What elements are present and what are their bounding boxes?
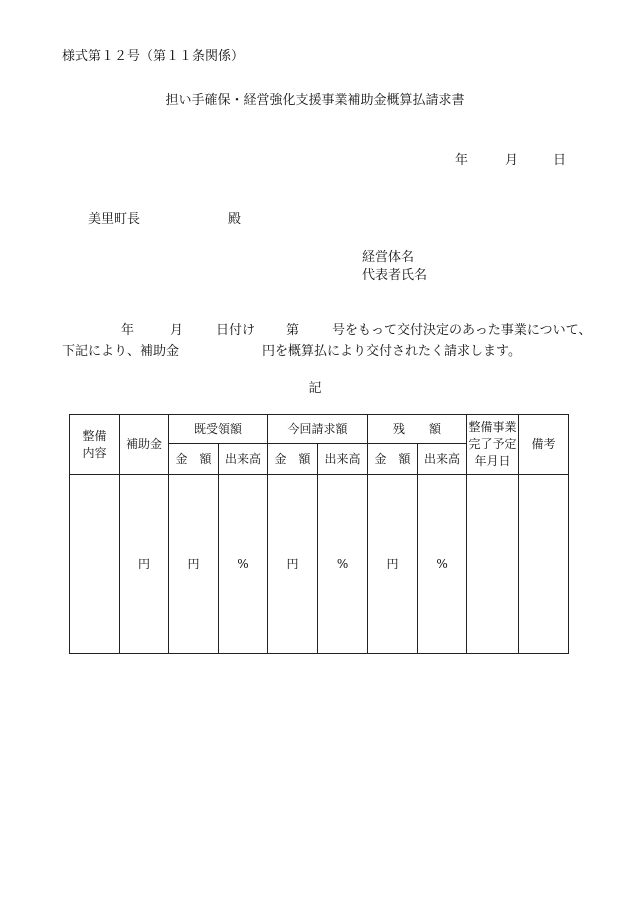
cell-remaining-progress[interactable]: % bbox=[418, 475, 467, 654]
form-number: 様式第１２号（第１１条関係） bbox=[62, 49, 245, 64]
cell-work-content[interactable] bbox=[70, 475, 120, 654]
header-work-content: 整備 内容 bbox=[70, 415, 120, 475]
date-year: 年 bbox=[455, 153, 469, 168]
date-day: 日 bbox=[553, 153, 567, 168]
request-table bbox=[69, 414, 569, 654]
body-line2-rest: 円を概算払により交付されたく請求します。 bbox=[262, 344, 521, 359]
addressee-honorific: 殿 bbox=[228, 212, 242, 227]
body-month: 月 bbox=[170, 323, 184, 338]
sub-current-progress: 出来高 bbox=[318, 444, 368, 475]
header-remaining: 残 額 bbox=[368, 415, 467, 444]
cell-remarks[interactable] bbox=[519, 475, 569, 654]
ki-heading: 記 bbox=[308, 381, 322, 396]
cell-current-amount[interactable]: 円 bbox=[268, 475, 318, 654]
cell-received-amount[interactable]: 円 bbox=[169, 475, 219, 654]
sub-received-amount: 金 額 bbox=[169, 444, 219, 475]
header-subsidy: 補助金 bbox=[120, 415, 169, 475]
header-remarks: 備考 bbox=[519, 415, 569, 475]
cell-received-progress[interactable]: % bbox=[219, 475, 268, 654]
header-received: 既受領額 bbox=[169, 415, 268, 444]
addressee-name: 美里町長 bbox=[88, 212, 141, 227]
sub-remaining-amount: 金 額 bbox=[368, 444, 418, 475]
body-year: 年 bbox=[121, 323, 135, 338]
body-line1-rest: 号をもって交付決定のあった事業について、 bbox=[332, 323, 592, 338]
cell-subsidy[interactable]: 円 bbox=[120, 475, 169, 654]
sub-remaining-progress: 出来高 bbox=[418, 444, 467, 475]
cell-current-progress[interactable]: % bbox=[318, 475, 368, 654]
sub-current-amount: 金 額 bbox=[268, 444, 318, 475]
header-completion-date: 整備事業 完了予定 年月日 bbox=[467, 415, 519, 475]
body-no-prefix: 第 bbox=[286, 323, 300, 338]
entity-name-label: 経営体名 bbox=[362, 250, 415, 265]
body-line2-start: 下記により、補助金 bbox=[62, 344, 180, 359]
sub-received-progress: 出来高 bbox=[219, 444, 268, 475]
cell-completion-date[interactable] bbox=[467, 475, 519, 654]
document-title: 担い手確保・経営強化支援事業補助金概算払請求書 bbox=[165, 93, 465, 108]
representative-label: 代表者氏名 bbox=[362, 268, 428, 283]
header-current-request: 今回請求額 bbox=[268, 415, 368, 444]
date-month: 月 bbox=[505, 153, 519, 168]
cell-remaining-amount[interactable]: 円 bbox=[368, 475, 418, 654]
body-day: 日付け bbox=[216, 323, 256, 338]
